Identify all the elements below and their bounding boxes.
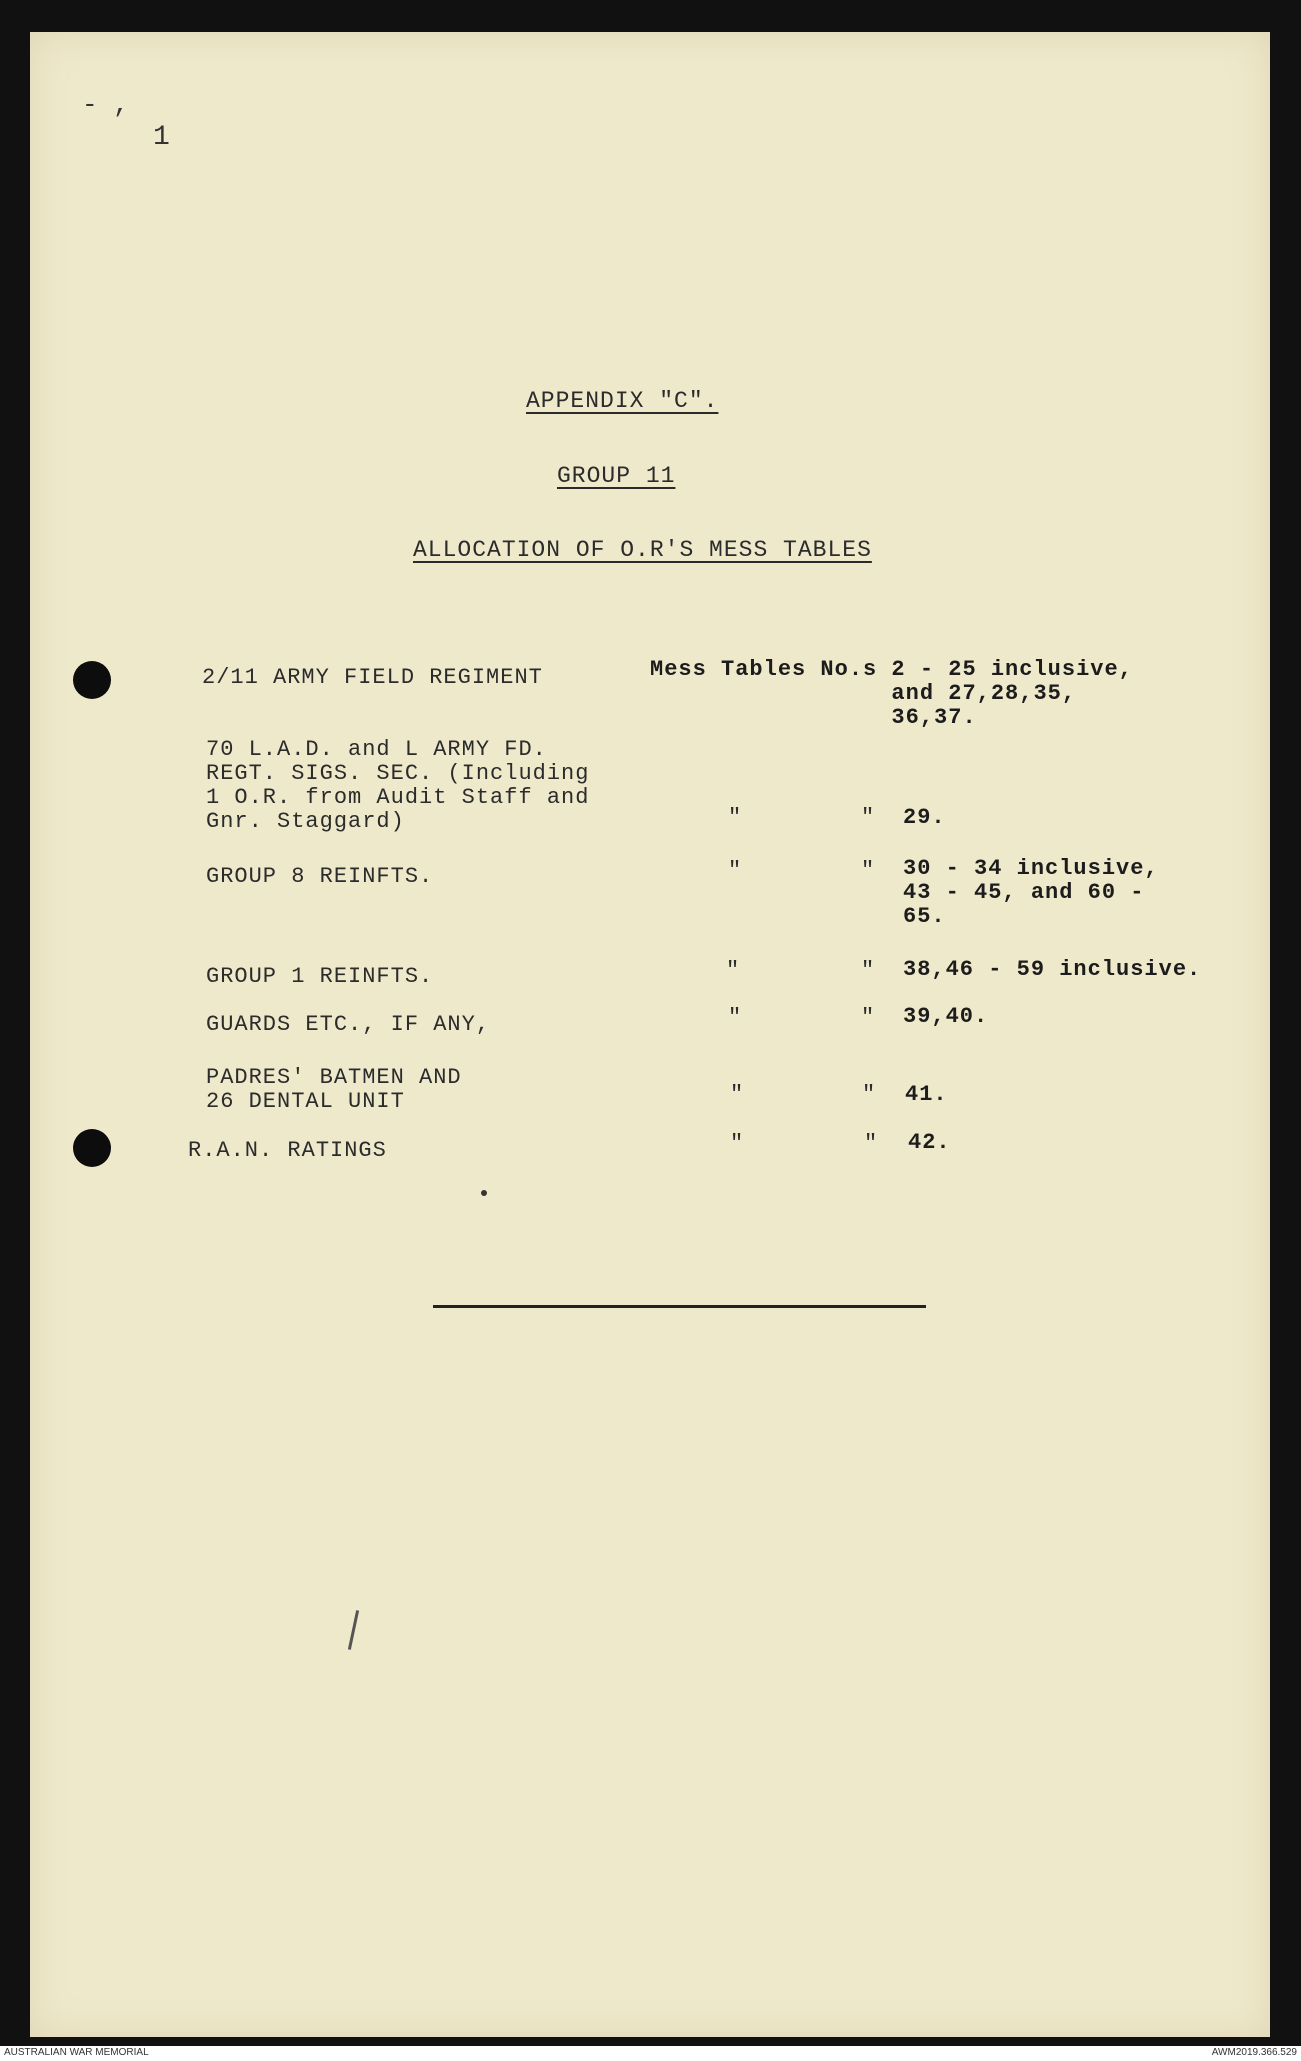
group-heading: GROUP 11 [557, 463, 676, 489]
appendix-heading: APPENDIX "C". [526, 388, 719, 414]
ink-dot [481, 1190, 487, 1196]
page-number: 1 [153, 122, 170, 153]
ditto-mark: " [864, 1131, 879, 1156]
table-allocation: 29. [903, 805, 946, 830]
archive-name: AUSTRALIAN WAR MEMORIAL [4, 2047, 149, 2058]
archive-footer [0, 2046, 1301, 2061]
corner-mark: - , [82, 90, 129, 120]
ditto-mark: " [730, 1082, 745, 1107]
unit-label: GROUP 1 REINFTS. [206, 964, 434, 989]
allocation-subheading: ALLOCATION OF O.R'S MESS TABLES [413, 537, 872, 563]
ditto-mark: " [730, 1131, 745, 1156]
ditto-mark: " [728, 805, 743, 830]
table-allocation: 41. [905, 1082, 948, 1107]
punch-hole-top [73, 661, 111, 699]
archive-reference: AWM2019.366.529 [1211, 2047, 1297, 2058]
ditto-mark: " [726, 958, 741, 983]
punch-hole-bottom [73, 1129, 111, 1167]
ditto-mark: " [861, 858, 876, 883]
unit-label: PADRES' BATMEN AND 26 DENTAL UNIT [206, 1065, 462, 1114]
table-allocation: Mess Tables No.s 2 - 25 inclusive, and 27,28,35, 36,37. [650, 657, 1133, 730]
ditto-mark: " [861, 958, 876, 983]
ditto-mark: " [861, 805, 876, 830]
ditto-mark: " [728, 858, 743, 883]
ditto-mark: " [861, 1005, 876, 1030]
table-allocation: 38,46 - 59 inclusive. [903, 957, 1202, 982]
unit-label: 70 L.A.D. and L ARMY FD. REGT. SIGS. SEC. (Including 1 O.R. from Audit Staff and Gnr. Staggard) [206, 737, 590, 834]
unit-label: 2/11 ARMY FIELD REGIMENT [202, 665, 543, 690]
ditto-mark: " [728, 1005, 743, 1030]
table-allocation: 39,40. [903, 1004, 989, 1029]
unit-label: GROUP 8 REINFTS. [206, 864, 434, 889]
table-allocation: 30 - 34 inclusive, 43 - 45, and 60 - 65. [903, 856, 1159, 929]
closing-rule [433, 1305, 926, 1308]
unit-label: R.A.N. RATINGS [188, 1138, 387, 1163]
ditto-mark: " [862, 1082, 877, 1107]
table-allocation: 42. [908, 1130, 951, 1155]
unit-label: GUARDS ETC., IF ANY, [206, 1012, 491, 1037]
